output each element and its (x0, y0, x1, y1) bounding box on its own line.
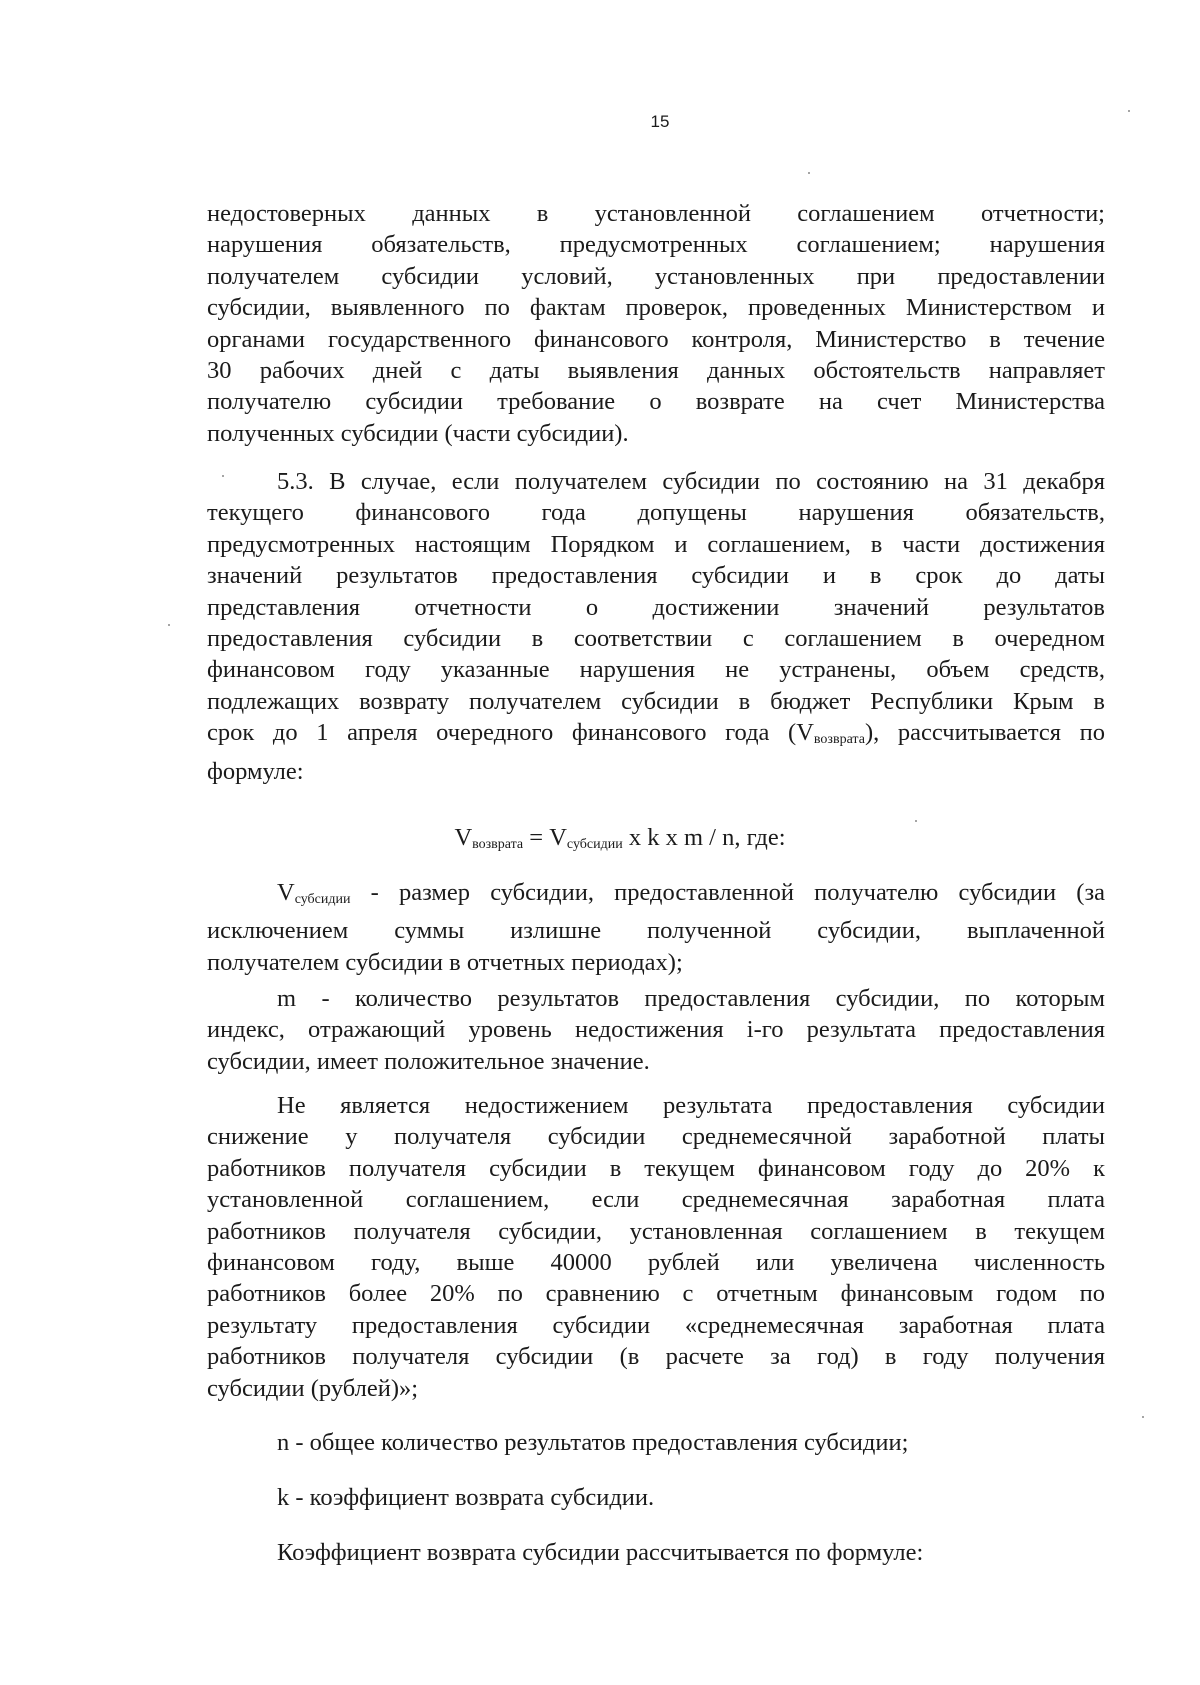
text-line: представления отчетности о достижении значений результатов (207, 593, 1105, 621)
text-line: финансовом году, выше 40000 рублей или увеличена численность (207, 1249, 1105, 1277)
text-line: предусмотренных настоящим Порядком и соглашением, в части достижения (207, 530, 1105, 558)
text-line: субсидии (рублей)»; (207, 1374, 419, 1402)
text-span: V (277, 879, 295, 906)
text-line: установленной соглашением, если среднемесячная заработная плата (207, 1186, 1105, 1214)
text-span: Коэффициент возврата субсидии рассчитывается по формуле: (277, 1539, 924, 1566)
text-span: - размер субсидии, предоставленной получателю субсидии (за (350, 879, 1105, 906)
text-line: работников более 20% по сравнению с отчетным финансовым годом по (207, 1280, 1105, 1308)
paragraph-5-3 (207, 466, 1105, 787)
text-span: 5.3. В случае, если получателем субсидии по состоянию на 31 декабря (277, 468, 1105, 495)
paragraph-n (207, 1427, 1105, 1458)
text-line: финансовом году указанные нарушения не устранены, объем средств, (207, 656, 1105, 684)
text-line: получателем субсидии условий, установленных при предоставлении (207, 262, 1105, 290)
text-span: Не является недостижением результата предоставления субсидии (277, 1092, 1105, 1119)
text-line: нарушения обязательств, предусмотренных соглашением; нарушения (207, 231, 1105, 259)
text-line: получателем субсидии в отчетных периодах); (207, 948, 683, 976)
formula-rest: x k x m / n, где: (622, 824, 786, 851)
text-line: субсидии, выявленного по фактам проверок, проведенных Министерством и (207, 294, 1105, 322)
text-line: органами государственного финансового контроля, Министерство в течение (207, 325, 1105, 353)
text-line: субсидии, имеет положительное значение. (207, 1047, 650, 1075)
formula (0, 822, 1200, 860)
text-line: подлежащих возврату получателем субсидии в бюджет Республики Крым в (207, 687, 1105, 715)
text-line: результату предоставления субсидии «среднемесячная заработная плата (207, 1311, 1105, 1339)
paragraph-k (207, 1482, 1105, 1513)
text-line: 30 рабочих дней с даты выявления данных обстоятельств направляет (207, 357, 1105, 385)
text-line: получателю субсидии требование о возврате на счет Министерства (207, 388, 1105, 416)
subscript: субсидии (566, 837, 623, 852)
subscript: возврата (813, 732, 865, 748)
scan-speck (222, 475, 224, 477)
text-line: работников получателя субсидии (в расчете за год) в году получения (207, 1343, 1105, 1371)
text-line: индекс, отражающий уровень недостижения i-го результата предоставления (207, 1016, 1105, 1044)
text-span: m - количество результатов предоставления субсидии, по которым (277, 985, 1105, 1012)
text-line: работников получателя субсидии в текущем финансовом году до 20% к (207, 1154, 1105, 1182)
paragraph-v-subsidy (207, 877, 1105, 978)
formula-eq: = V (523, 824, 567, 851)
subscript: субсидии (294, 892, 351, 907)
text-span: ), рассчитывается по (864, 719, 1106, 747)
paragraph-1 (207, 198, 1105, 449)
paragraph-m (207, 983, 1105, 1077)
text-line (207, 717, 1105, 755)
subscript: возврата (472, 837, 524, 852)
text-line: значений результатов предоставления субсидии и в срок до даты (207, 562, 1105, 590)
text-line: полученных субсидии (части субсидии). (207, 419, 629, 447)
text-span: n - общее количество результатов предоставления субсидии; (277, 1429, 909, 1456)
text-line: недостоверных данных в установленной соглашением отчетности; (207, 200, 1105, 227)
text-line: текущего финансового года допущены нарушения обязательств, (207, 499, 1105, 527)
text-line: работников получателя субсидии, установленная соглашением в текущем (207, 1217, 1105, 1245)
text-line (207, 877, 1105, 915)
scan-speck (168, 624, 170, 626)
text-line: формуле: (207, 757, 304, 785)
scan-speck (1142, 1416, 1144, 1418)
scan-speck (808, 172, 810, 174)
text-line (207, 1427, 1105, 1458)
text-line (207, 1482, 1105, 1513)
text-line (207, 1537, 1105, 1568)
text-span: срок до 1 апреля очередного финансового года (V (207, 719, 814, 747)
paragraph-not-failure (207, 1090, 1105, 1404)
formula-var: V (454, 824, 473, 851)
page-number: 15 (650, 112, 670, 131)
text-line: снижение у получателя субсидии среднемесячной заработной платы (207, 1123, 1105, 1151)
text-line: исключением суммы излишне полученной субсидии, выплаченной (207, 917, 1105, 945)
text-line: предоставления субсидии в соответствии с соглашением в очередном (207, 625, 1105, 653)
scan-speck (1128, 110, 1130, 112)
paragraph-coefficient-intro (207, 1537, 1105, 1568)
text-line (207, 983, 1105, 1014)
text-line (207, 1090, 1105, 1121)
text-line (207, 466, 1105, 497)
scan-speck (915, 820, 917, 822)
text-span: k - коэффициент возврата субсидии. (277, 1484, 655, 1511)
